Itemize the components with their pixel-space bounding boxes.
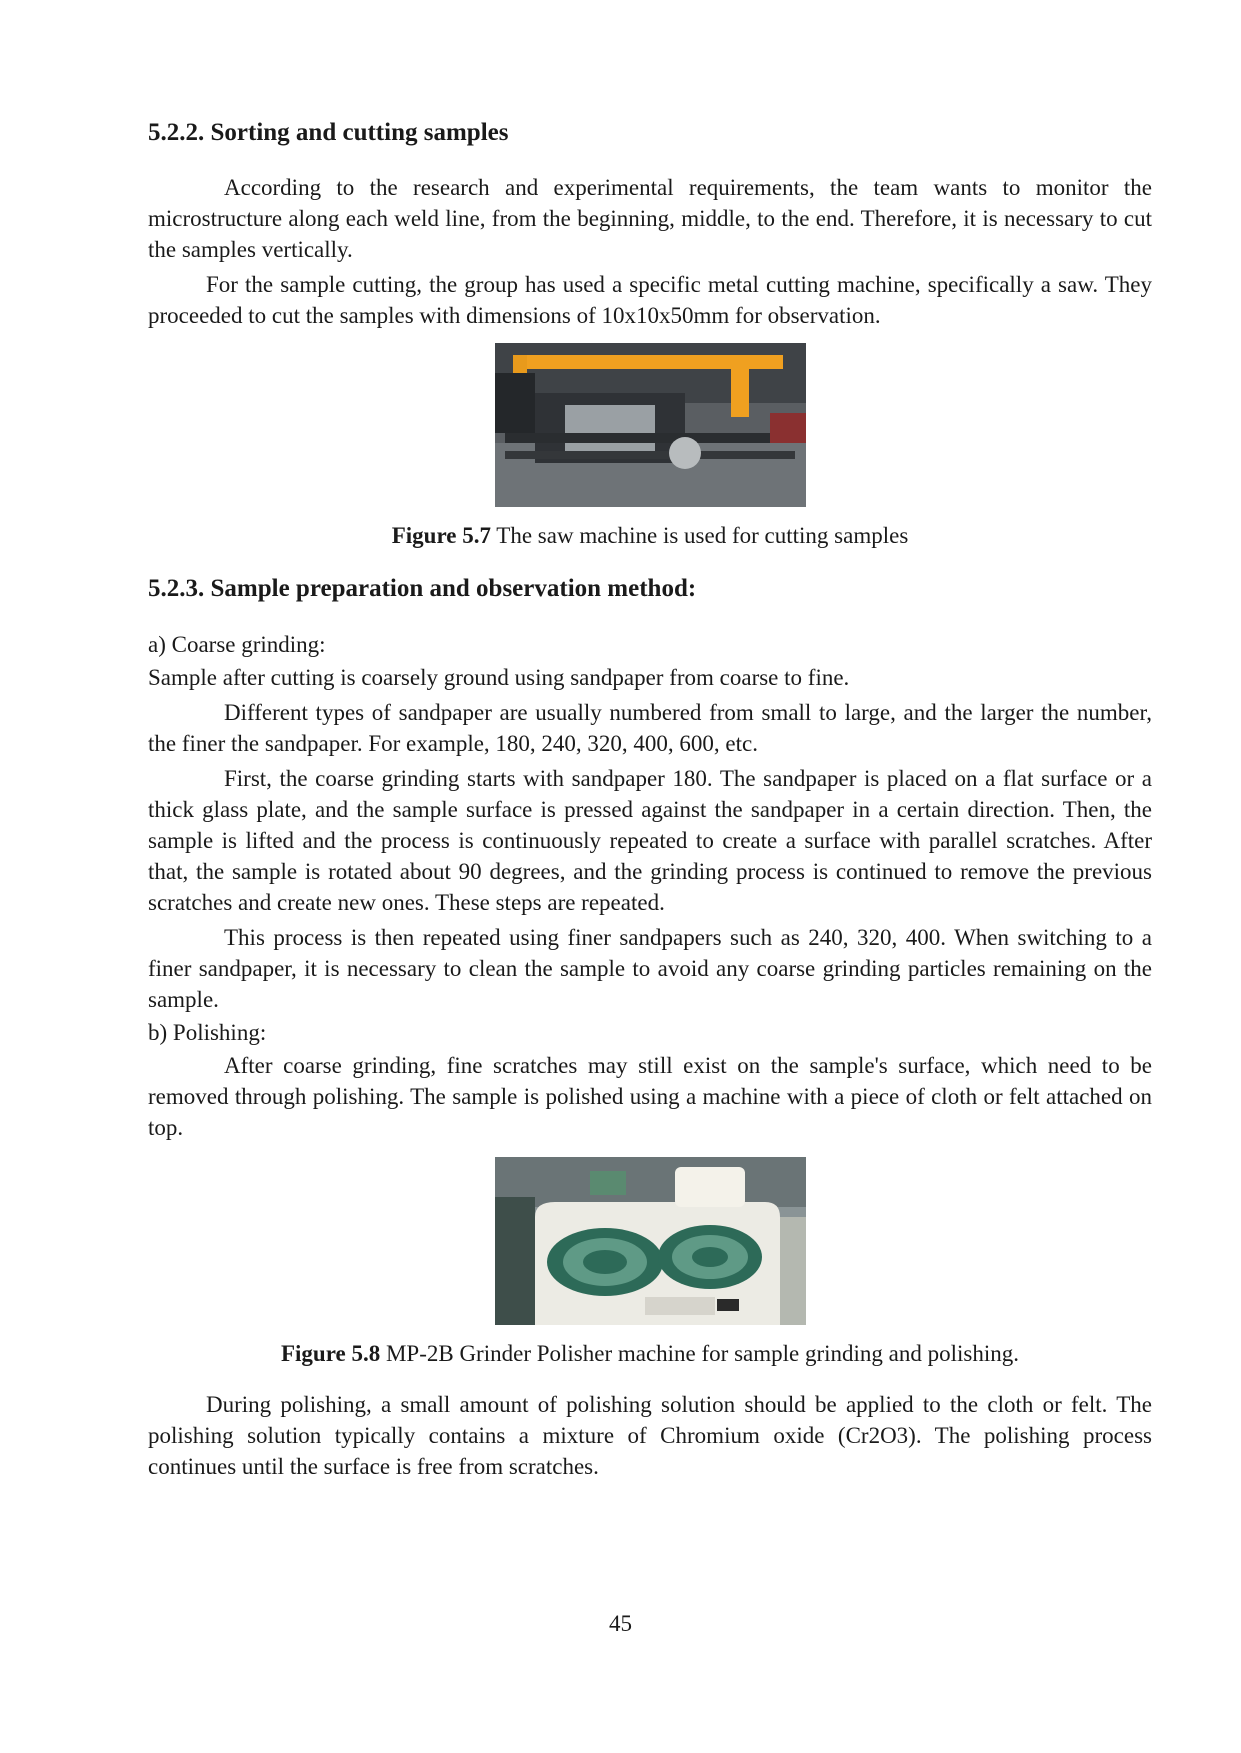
- paragraph-polishing-2: During polishing, a small amount of polishing solution should be applied to the cloth or felt. The polishing solution typically contains a mixture of Chromium oxide (Cr2O3). The polishing process continues until the surface is free from scratches.: [148, 1392, 1152, 1479]
- paragraph-sorting-2: For the sample cutting, the group has used a specific metal cutting machine, specifically a saw. They proceeded to cut the samples with dimensions of 10x10x50mm for observation.: [148, 272, 1152, 328]
- page-number: 45: [609, 1611, 632, 1636]
- saw-machine-photo: [495, 343, 806, 507]
- subsection-label-coarse-grinding: a) Coarse grinding:: [148, 632, 326, 657]
- paragraph-coarse-1: Sample after cutting is coarsely ground using sandpaper from coarse to fine.: [148, 665, 850, 690]
- figure-5-8: [148, 1157, 1152, 1325]
- figure-5-8-label: Figure 5.8: [280, 1341, 381, 1366]
- subsection-label-polishing: b) Polishing:: [148, 1020, 267, 1045]
- section-heading-5-2-2: 5.2.2. Sorting and cutting samples: [148, 119, 509, 146]
- figure-5-7-caption: [148, 521, 1152, 551]
- paragraph-coarse-2: Different types of sandpaper are usually numbered from small to large, and the larger the number, the finer the sandpaper. For example, 180, 240, 320, 400, 600, etc.: [148, 700, 1152, 756]
- figure-5-7-text: The saw machine is used for cutting samples: [490, 523, 909, 548]
- paragraph-polishing-1: After coarse grinding, fine scratches may still exist on the sample's surface, which need to be removed through polishing. The sample is polished using a machine with a piece of cloth or felt attached on top.: [148, 1053, 1152, 1140]
- paragraph-coarse-4: This process is then repeated using finer sandpapers such as 240, 320, 400. When switching to a finer sandpaper, it is necessary to clean the sample to avoid any coarse grinding particles remaining on the sample.: [148, 925, 1152, 1012]
- figure-5-8-caption: [148, 1339, 1152, 1369]
- page-content: [148, 118, 1152, 1482]
- paragraph-coarse-3: First, the coarse grinding starts with sandpaper 180. The sandpaper is placed on a flat surface or a thick glass plate, and the sample surface is pressed against the sandpaper in a certain direction. Then, the sample is lifted and the process is continuously repeated to create a surface with parallel scratches. After that, the sample is rotated about 90 degrees, and the grinding process is continued to remove the previous scratches and create new ones. These steps are repeated.: [148, 766, 1152, 915]
- figure-5-7: [148, 343, 1152, 507]
- paragraph-sorting-1: According to the research and experimental requirements, the team wants to monitor the microstructure along each weld line, from the beginning, middle, to the end. Therefore, it is necessary to cut the samples vertically.: [148, 175, 1152, 262]
- grinder-polisher-photo: [495, 1157, 806, 1325]
- section-heading-5-2-3: 5.2.3. Sample preparation and observation method:: [148, 575, 697, 602]
- figure-5-7-label: Figure 5.7: [391, 523, 491, 548]
- figure-5-8-text: MP-2B Grinder Polisher machine for sample grinding and polishing.: [380, 1341, 1020, 1366]
